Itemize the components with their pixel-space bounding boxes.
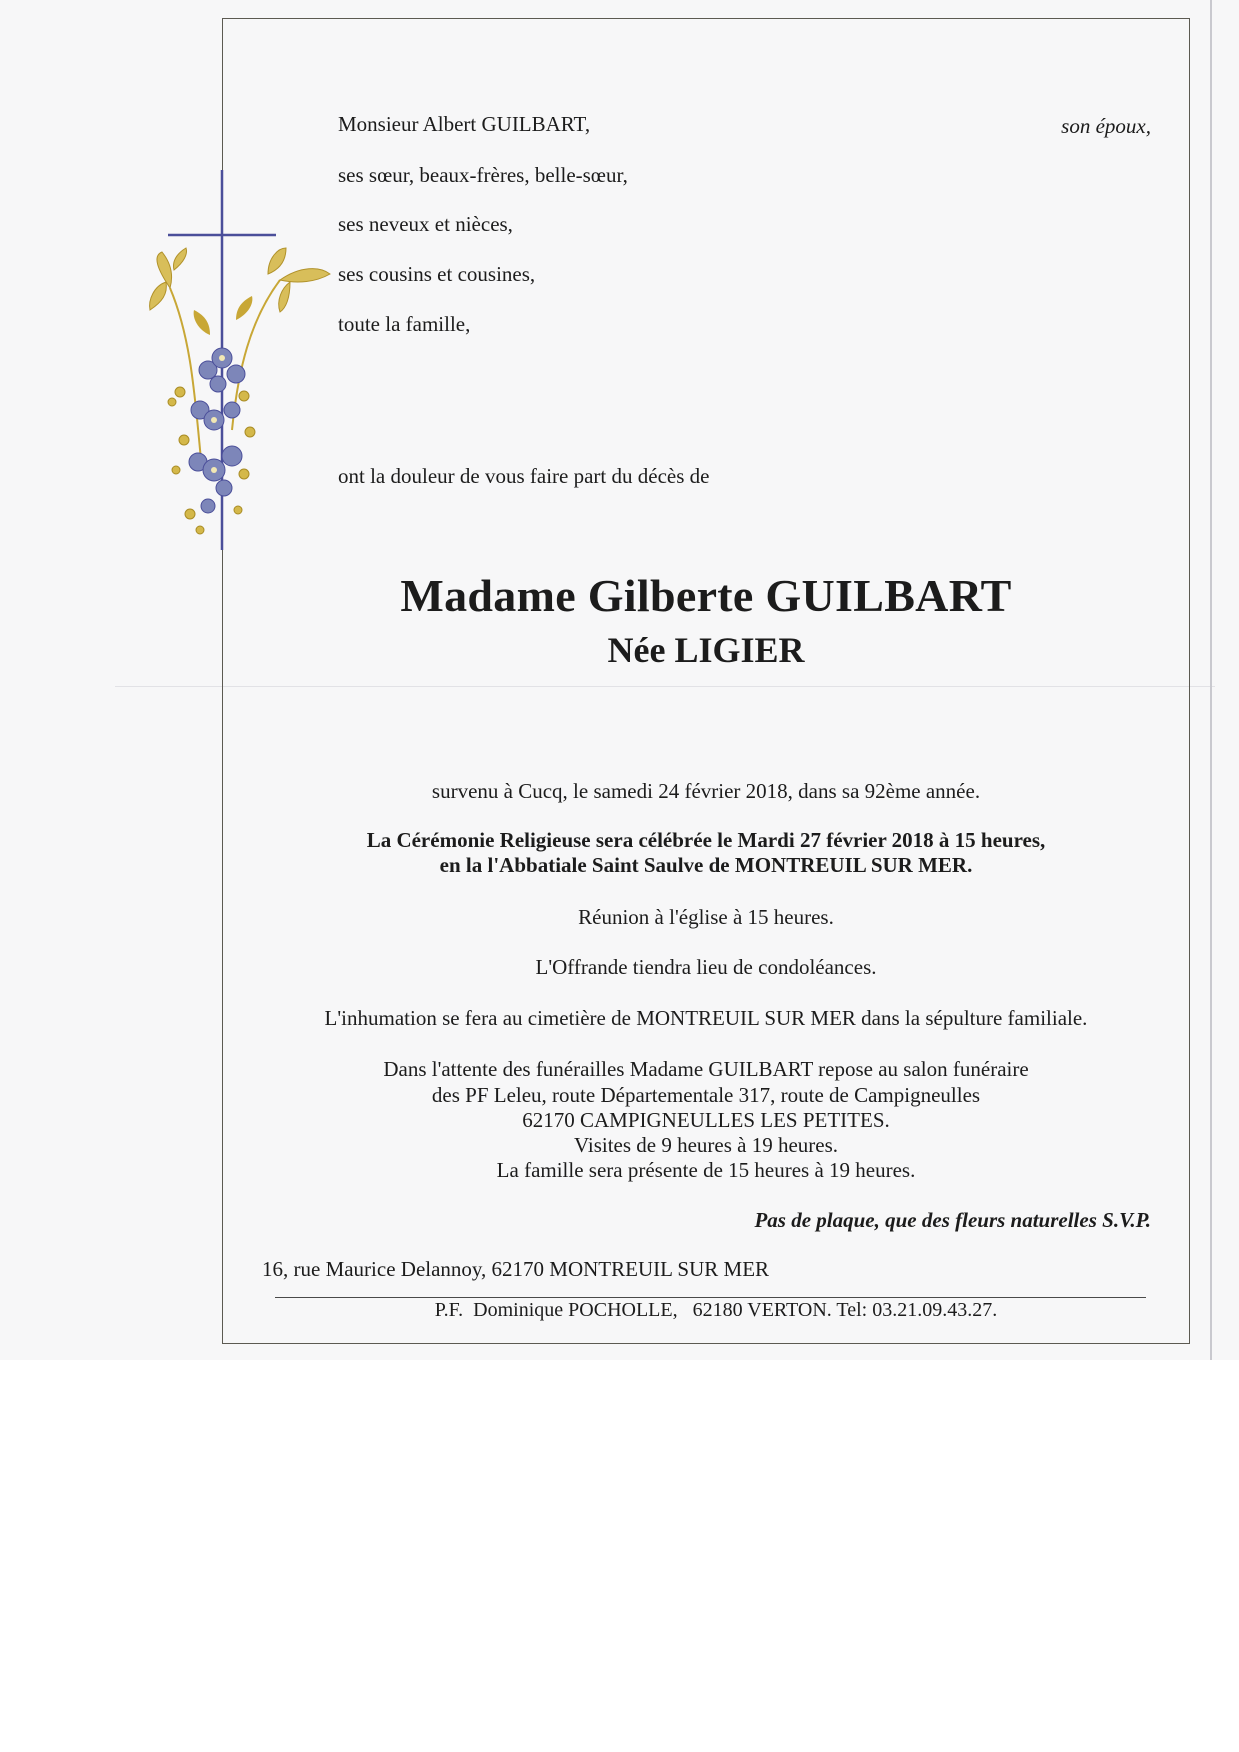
rest-line: Dans l'attente des funérailles Madame GUILBART repose au salon funéraire bbox=[383, 1057, 1029, 1081]
funeral-home-footer: P.F. Dominique POCHOLLE, 62180 VERTON. Tel: 03.21.09.43.27. bbox=[434, 1299, 998, 1321]
spouse-role: son époux, bbox=[1061, 114, 1151, 138]
rest-line: 62170 CAMPIGNEULLES LES PETITES. bbox=[522, 1108, 890, 1132]
rest-line: Visites de 9 heures à 19 heures. bbox=[573, 1133, 839, 1157]
paper-edge bbox=[1210, 0, 1212, 1360]
family-line: toute la famille, bbox=[338, 312, 471, 336]
flowers-notice: Pas de plaque, que des fleurs naturelles S.V.P. bbox=[754, 1208, 1151, 1232]
cross-with-wheat-and-flowers-icon bbox=[140, 170, 340, 555]
spouse-line: Monsieur Albert GUILBART, bbox=[338, 112, 591, 136]
death-details: survenu à Cucq, le samedi 24 février 2018, dans sa 92ème année. bbox=[431, 779, 981, 803]
family-line: ses sœur, beaux-frères, belle-sœur, bbox=[338, 163, 628, 187]
ceremony-location: en la l'Abbatiale Saint Saulve de MONTREUIL SUR MER. bbox=[439, 853, 973, 877]
ceremony-line: La Cérémonie Religieuse sera célébrée le Mardi 27 février 2018 à 15 heures, bbox=[366, 828, 1046, 852]
deceased-name: Madame Gilberte GUILBART bbox=[400, 570, 1012, 621]
footer-divider bbox=[275, 1297, 1146, 1298]
family-line: ses cousins et cousines, bbox=[338, 262, 536, 286]
family-line: ses neveux et nièces, bbox=[338, 212, 513, 236]
rest-line: des PF Leleu, route Départementale 317, route de Campigneulles bbox=[431, 1083, 981, 1107]
family-address: 16, rue Maurice Delannoy, 62170 MONTREUIL SUR MER bbox=[262, 1257, 770, 1281]
announcement-line: ont la douleur de vous faire part du décès de bbox=[338, 464, 710, 488]
reunion-line: Réunion à l'église à 15 heures. bbox=[578, 905, 834, 929]
maiden-name: Née LIGIER bbox=[607, 630, 805, 670]
rest-line: La famille sera présente de 15 heures à 19 heures. bbox=[496, 1158, 916, 1182]
inhumation-line: L'inhumation se fera au cimetière de MONTREUIL SUR MER dans la sépulture familiale. bbox=[324, 1006, 1088, 1030]
offrande-line: L'Offrande tiendra lieu de condoléances. bbox=[535, 955, 877, 979]
